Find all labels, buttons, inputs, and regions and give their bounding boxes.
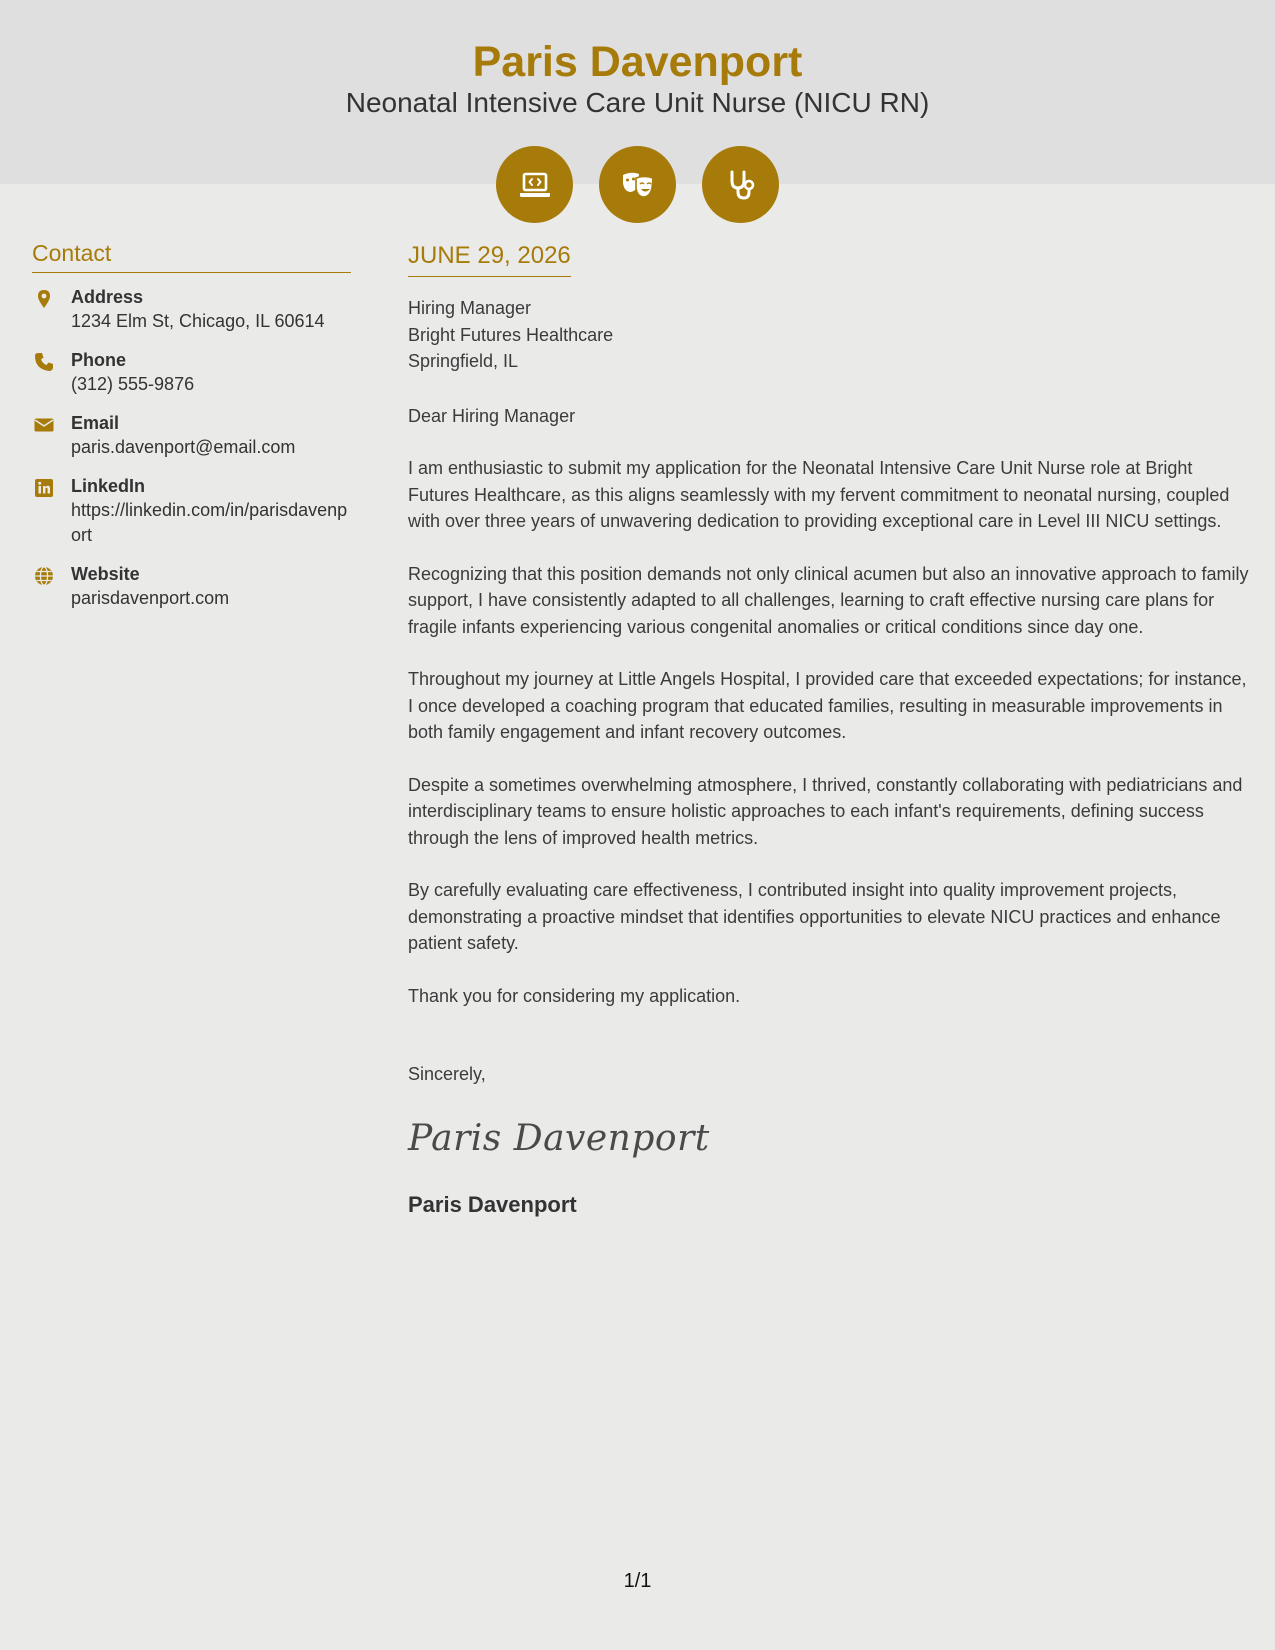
contact-heading: Contact [32,238,351,273]
candidate-title: Neonatal Intensive Care Unit Nurse (NICU RN) [345,87,930,118]
letter-paragraph: Recognizing that this position demands not only clinical acumen but also an innovative approach to family support, I have consistently adapted to all challenges, learning to craft effective nursing care plans for fragile infants experiencing various congenital anomalies or critical conditions since day one. [408,563,1249,637]
contact-value[interactable]: parisdavenport.com [71,588,230,608]
recipient-line: Bright Futures Healthcare [408,324,614,345]
stethoscope-icon [702,146,779,223]
contact-value[interactable]: https://linkedin.com/in/parisdavenport [71,500,348,545]
recipient-line: Springfield, IL [408,351,519,371]
contact-email [32,411,351,460]
linkedin-icon [34,478,54,498]
contact-label: Website [71,564,140,584]
letter-paragraph: Thank you for considering my application. [408,985,741,1006]
header-icons [0,146,1275,223]
map-pin-icon [34,289,54,309]
contact-value: (312) 555-9876 [71,374,195,394]
theater-masks-icon [599,146,676,223]
salutation: Dear Hiring Manager [408,405,576,426]
contact-phone [32,348,351,397]
contact-label: Phone [71,350,127,370]
contact-value[interactable]: paris.davenport@email.com [71,437,296,457]
contact-sidebar [32,238,351,625]
phone-icon [34,352,54,372]
envelope-icon [34,415,54,435]
globe-icon [34,566,54,586]
letter-paragraph: Throughout my journey at Little Angels Hospital, I provided care that exceeded expectations; for instance, I once developed a coaching program that educated families, resulting in measurable improvements in both family engagement and infant recovery outcomes. [408,669,1247,742]
contact-website [32,562,351,611]
letter-date: JUNE 29, 2026 [408,240,571,277]
page-number: 1/1 [623,1570,652,1592]
contact-linkedin [32,474,351,548]
handwritten-signature: Paris Davenport [408,1117,710,1159]
letter-paragraph: By carefully evaluating care effectiveness, I contributed insight into quality improvement projects, demonstrating a proactive mindset that identifies opportunities to elevate NICU practices and enhance patient safety. [408,880,1221,953]
letter-body [408,240,1253,1220]
closing: Sincerely, [408,1064,486,1084]
letter-paragraph: I am enthusiastic to submit my application for the Neonatal Intensive Care Unit Nurse role at Bright Futures Healthcare, as this aligns seamlessly with my fervent commitment to neonatal nursing, coupled with over three years of unwavering dedication to providing exceptional care in Level III NICU settings. [408,458,1230,531]
contact-label: LinkedIn [71,476,146,496]
recipient-block [408,295,1253,375]
signed-name: Paris Davenport [408,1191,577,1217]
laptop-code-icon [496,146,573,223]
candidate-name: Paris Davenport [472,38,803,86]
contact-label: Email [71,413,120,433]
contact-address [32,285,351,334]
contact-value: 1234 Elm St, Chicago, IL 60614 [71,311,325,331]
recipient-line: Hiring Manager [408,298,532,318]
letter-paragraph: Despite a sometimes overwhelming atmosphere, I thrived, constantly collaborating with pediatricians and interdisciplinary teams to ensure holistic approaches to each infant's requirements, defining success through the lens of improved health metrics. [408,774,1243,848]
contact-label: Address [71,287,144,307]
